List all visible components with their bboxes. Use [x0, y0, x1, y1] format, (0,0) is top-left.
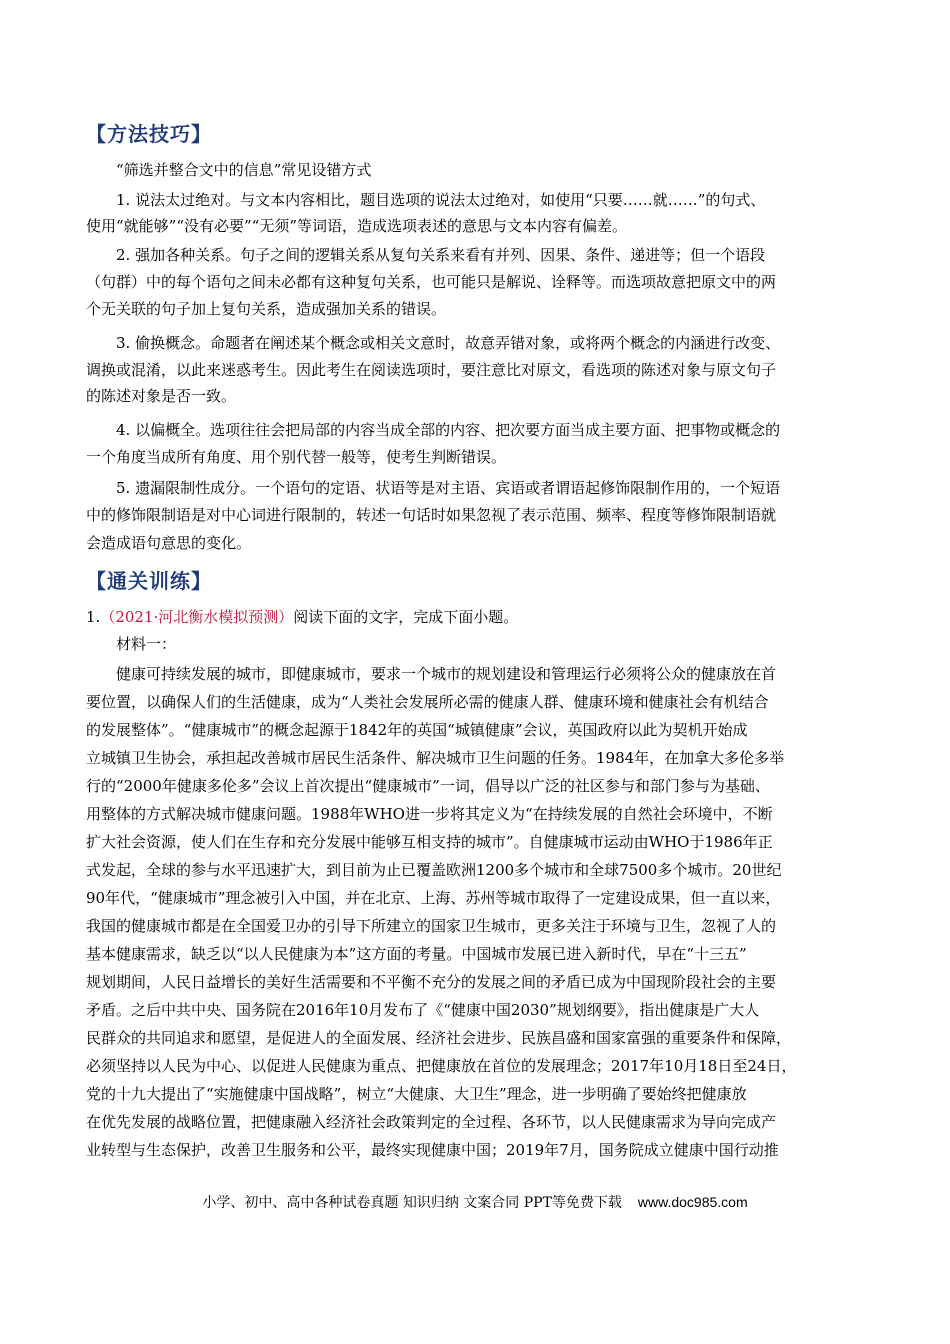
- material-line: 必须坚持以人民为中心、以促进人民健康为重点、把健康放在首位的发展理念；2017年10月18日至24日，: [86, 1057, 797, 1075]
- footer-url[interactable]: www.doc985.com: [637, 1194, 748, 1210]
- method-line: 的陈述对象是否一致。: [86, 387, 237, 405]
- footer-text: 小学、初中、高中各种试卷真题 知识归纳 文案合同 PPT等免费下载: [202, 1195, 622, 1211]
- page-footer: [0, 1192, 950, 1212]
- material-line: 规划期间，人民日益增长的美好生活需要和不平衡不充分的发展之间的矛盾已成为中国现阶段社会的主要: [86, 973, 777, 991]
- method-line: 5. 遗漏限制性成分。一个语句的定语、状语等是对主语、宾语或者谓语起修饰限制作用的，一个短语: [116, 479, 781, 497]
- material-line: 民群众的共同追求和愿望，是促进人的全面发展、经济社会进步、民族昌盛和国家富强的重要条件和保障，: [86, 1029, 792, 1047]
- material-line: 立城镇卫生协会，承担起改善城市居民生活条件、解决城市卫生问题的任务。1984年，在加拿大多伦多举: [86, 749, 785, 767]
- material-line: 式发起，全球的参与水平迅速扩大，到目前为止已覆盖欧洲1200多个城市和全球7500多个城市。20世纪: [86, 861, 782, 879]
- material-line: 用整体的方式解决城市健康问题。1988年WHO进一步将其定义为“在持续发展的自然社会环境中，不断: [86, 805, 773, 823]
- material-line: 党的十九大提出了“实施健康中国战略”，树立“大健康、大卫生”理念，进一步明确了要始终把健康放: [86, 1085, 747, 1103]
- method-line: 调换或混淆，以此来迷惑考生。因此考生在阅读选项时，要注意比对原文，看选项的陈述对象与原文句子: [86, 361, 777, 379]
- method-line: 2. 强加各种关系。句子之间的逻辑关系从复句关系来看有并列、因果、条件、递进等；但一个语段: [116, 246, 766, 264]
- question-source: （2021·河北衡水模拟预测）: [100, 608, 294, 626]
- method-line: 1. 说法太过绝对。与文本内容相比，题目选项的说法太过绝对，如使用“只要……就……”的句式、: [116, 191, 766, 209]
- material-line: 要位置，以确保人们的生活健康，成为“人类社会发展所必需的健康人群、健康环境和健康社会有机结合: [86, 693, 769, 711]
- method-line: 使用“就能够”“没有必要”“无须”等词语，造成选项表述的意思与文本内容有偏差。: [86, 217, 628, 235]
- material-line: 我国的健康城市都是在全国爱卫办的引导下所建立的国家卫生城市，更多关注于环境与卫生，忽视了人的: [86, 917, 777, 935]
- method-line: （句群）中的每个语句之间未必都有这种复句关系，也可能只是解说、诠释等。而选项故意把原文中的两: [86, 273, 777, 291]
- material-line: 行的“2000年健康多伦多”会议上首次提出“健康城市”一词，倡导以广泛的社区参与和部门参与为基础、: [86, 777, 770, 795]
- method-line: 个无关联的句子加上复句关系，造成强加关系的错误。: [86, 300, 447, 318]
- material-line: 矛盾。之后中共中央、国务院在2016年10月发布了《“健康中国2030”规划纲要》，指出健康是广大人: [86, 1001, 760, 1019]
- material-line: 基本健康需求，缺乏以“以人民健康为本”这方面的考量。中国城市发展已进入新时代，早在“十三五”: [86, 945, 747, 963]
- material-line: 健康可持续发展的城市，即健康城市，要求一个城市的规划建设和管理运行必须将公众的健康放在首: [116, 665, 777, 683]
- material-label: 材料一：: [116, 635, 177, 653]
- method-line: 会造成语句意思的变化。: [86, 534, 252, 552]
- material-line: 扩大社会资源，使人们在生存和充分发展中能够互相支持的城市”。自健康城市运动由WHO于1986年正: [86, 833, 773, 851]
- question-header: [86, 607, 876, 627]
- material-line: 90年代，“健康城市”理念被引入中国，并在北京、上海、苏州等城市取得了一定建设成果，但一直以来，: [86, 889, 781, 907]
- question-number: 1.: [86, 608, 101, 626]
- method-line: 一个角度当成所有角度、用个别代替一般等，使考生判断错误。: [86, 448, 507, 466]
- material-line: 业转型与生态保护，改善卫生服务和公平，最终实现健康中国；2019年7月，国务院成立健康中国行动推: [86, 1141, 779, 1159]
- method-intro: “筛选并整合文中的信息”常见设错方式: [116, 161, 372, 179]
- method-line: 中的修饰限制语是对中心词进行限制的，转述一句话时如果忽视了表示范围、频率、程度等修饰限制语就: [86, 506, 777, 524]
- method-line: 4. 以偏概全。选项往往会把局部的内容当成全部的内容、把次要方面当成主要方面、把事物或概念的: [116, 421, 781, 439]
- question-prompt: 阅读下面的文字，完成下面小题。: [293, 608, 519, 626]
- method-line: 3. 偷换概念。命题者在阐述某个概念或相关文意时，故意弄错对象，或将两个概念的内涵进行改变、: [116, 334, 781, 352]
- method-section-title: 【方法技巧】: [86, 122, 212, 146]
- material-line: 的发展整体”。“健康城市”的概念起源于1842年的英国“城镇健康”会议，英国政府以此为契机开始成: [86, 721, 748, 739]
- material-line: 在优先发展的战略位置，把健康融入经济社会政策判定的全过程、各环节，以人民健康需求为导向完成产: [86, 1113, 777, 1131]
- training-section-title: 【通关训练】: [86, 569, 212, 593]
